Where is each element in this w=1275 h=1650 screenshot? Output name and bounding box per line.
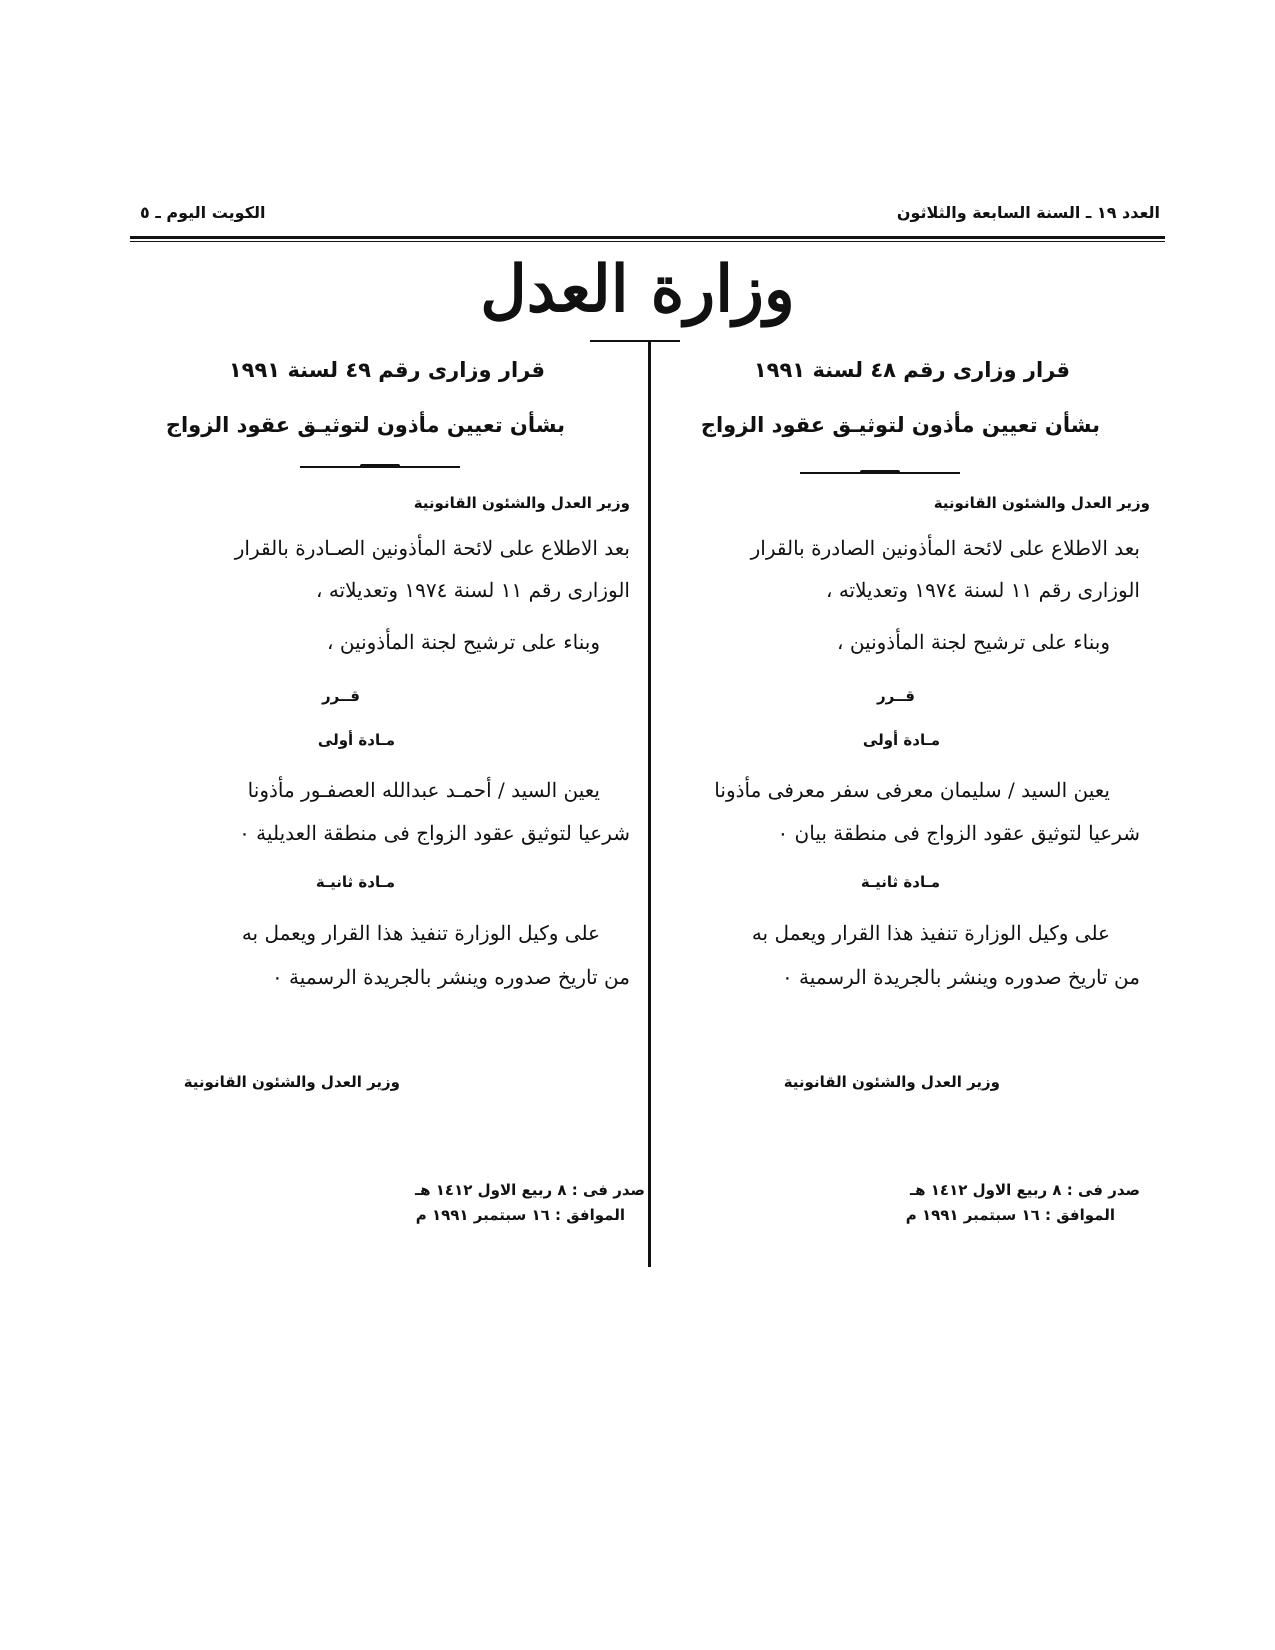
decree-48-corresponding-date: الموافق : ١٦ سبتمبر ١٩٩١ م [905, 1206, 1115, 1224]
issue-label: العدد ١٩ ـ السنة السابعة والثلاثون [896, 203, 1160, 222]
decree-49-preamble-3: وبناء على ترشيح لجنة المأذونين ، [327, 630, 600, 654]
decree-49-subject: بشأن تعيين مأذون لتوثيـق عقود الزواج [165, 413, 565, 437]
title-ornament [590, 340, 680, 346]
decree-48-article1-heading: مـادة أولى [862, 731, 940, 749]
decree-48-article2-line1: على وكيل الوزارة تنفيذ هذا القرار ويعمل به [751, 921, 1110, 945]
decree-48-article1-line2: شرعيا لتوثيق عقود الزواج فى منطقة بيان ٠ [777, 821, 1140, 845]
decree-48-title: قرار وزارى رقم ٤٨ لسنة ١٩٩١ [753, 358, 1070, 382]
decree-49-issued-date: صدر فى : ٨ ربيع الاول ١٤١٢ هـ [415, 1181, 645, 1199]
decree-49-article1-heading: مـادة أولى [317, 731, 395, 749]
decree-48-preamble-1: بعد الاطلاع على لائحة المأذونين الصادرة بالقرار [750, 536, 1140, 560]
decree-48-decides: قــرر [876, 687, 915, 705]
ministry-title: وزارة العدل [480, 252, 795, 327]
decree-49-corresponding-date: الموافق : ١٦ سبتمبر ١٩٩١ م [415, 1206, 625, 1224]
decree-49-article2-heading: مـادة ثانيـة [315, 873, 395, 891]
decree-49-article2-line1: على وكيل الوزارة تنفيذ هذا القرار ويعمل به [241, 921, 600, 945]
decree-49-authority: وزير العدل والشئون القانونية [413, 494, 630, 512]
header-rule [130, 236, 1165, 239]
decree-49-article1-line2: شرعيا لتوثيق عقود الزواج فى منطقة العديلية ٠ [239, 821, 630, 845]
decree-49-ornament [300, 466, 460, 468]
decree-48-preamble-3: وبناء على ترشيح لجنة المأذونين ، [837, 630, 1110, 654]
column-divider [648, 342, 651, 1267]
decree-49-article2-line2: من تاريخ صدوره وينشر بالجريدة الرسمية ٠ [271, 965, 630, 989]
decree-48-signature: وزير العدل والشئون القانونية [783, 1073, 1000, 1091]
decree-49-decides: قــرر [321, 687, 360, 705]
decree-48-authority: وزير العدل والشئون القانونية [933, 494, 1150, 512]
decree-49-preamble-1: بعد الاطلاع على لائحة المأذونين الصـادرة بالقرار [234, 536, 630, 560]
decree-48-issued-date: صدر فى : ٨ ربيع الاول ١٤١٢ هـ [910, 1181, 1140, 1199]
header-rule-thin [130, 241, 1165, 242]
decree-49-article1-line1: يعين السيد / أحمـد عبدالله العصفـور مأذونا [247, 778, 600, 802]
decree-49-signature: وزير العدل والشئون القانونية [183, 1073, 400, 1091]
decree-48-article2-line2: من تاريخ صدوره وينشر بالجريدة الرسمية ٠ [781, 965, 1140, 989]
decree-49-preamble-2: الوزارى رقم ١١ لسنة ١٩٧٤ وتعديلاته ، [316, 578, 630, 602]
decree-49-title: قرار وزارى رقم ٤٩ لسنة ١٩٩١ [228, 358, 545, 382]
paper-label: الكويت اليوم ـ ٥ [140, 203, 266, 222]
decree-48-subject: بشأن تعيين مأذون لتوثيـق عقود الزواج [700, 413, 1100, 437]
decree-48-article2-heading: مـادة ثانيـة [860, 873, 940, 891]
decree-48-preamble-2: الوزارى رقم ١١ لسنة ١٩٧٤ وتعديلاته ، [826, 578, 1140, 602]
decree-48-article1-line1: يعين السيد / سليمان معرفى سفر معرفى مأذونا [714, 778, 1110, 802]
decree-48-ornament [800, 472, 960, 474]
